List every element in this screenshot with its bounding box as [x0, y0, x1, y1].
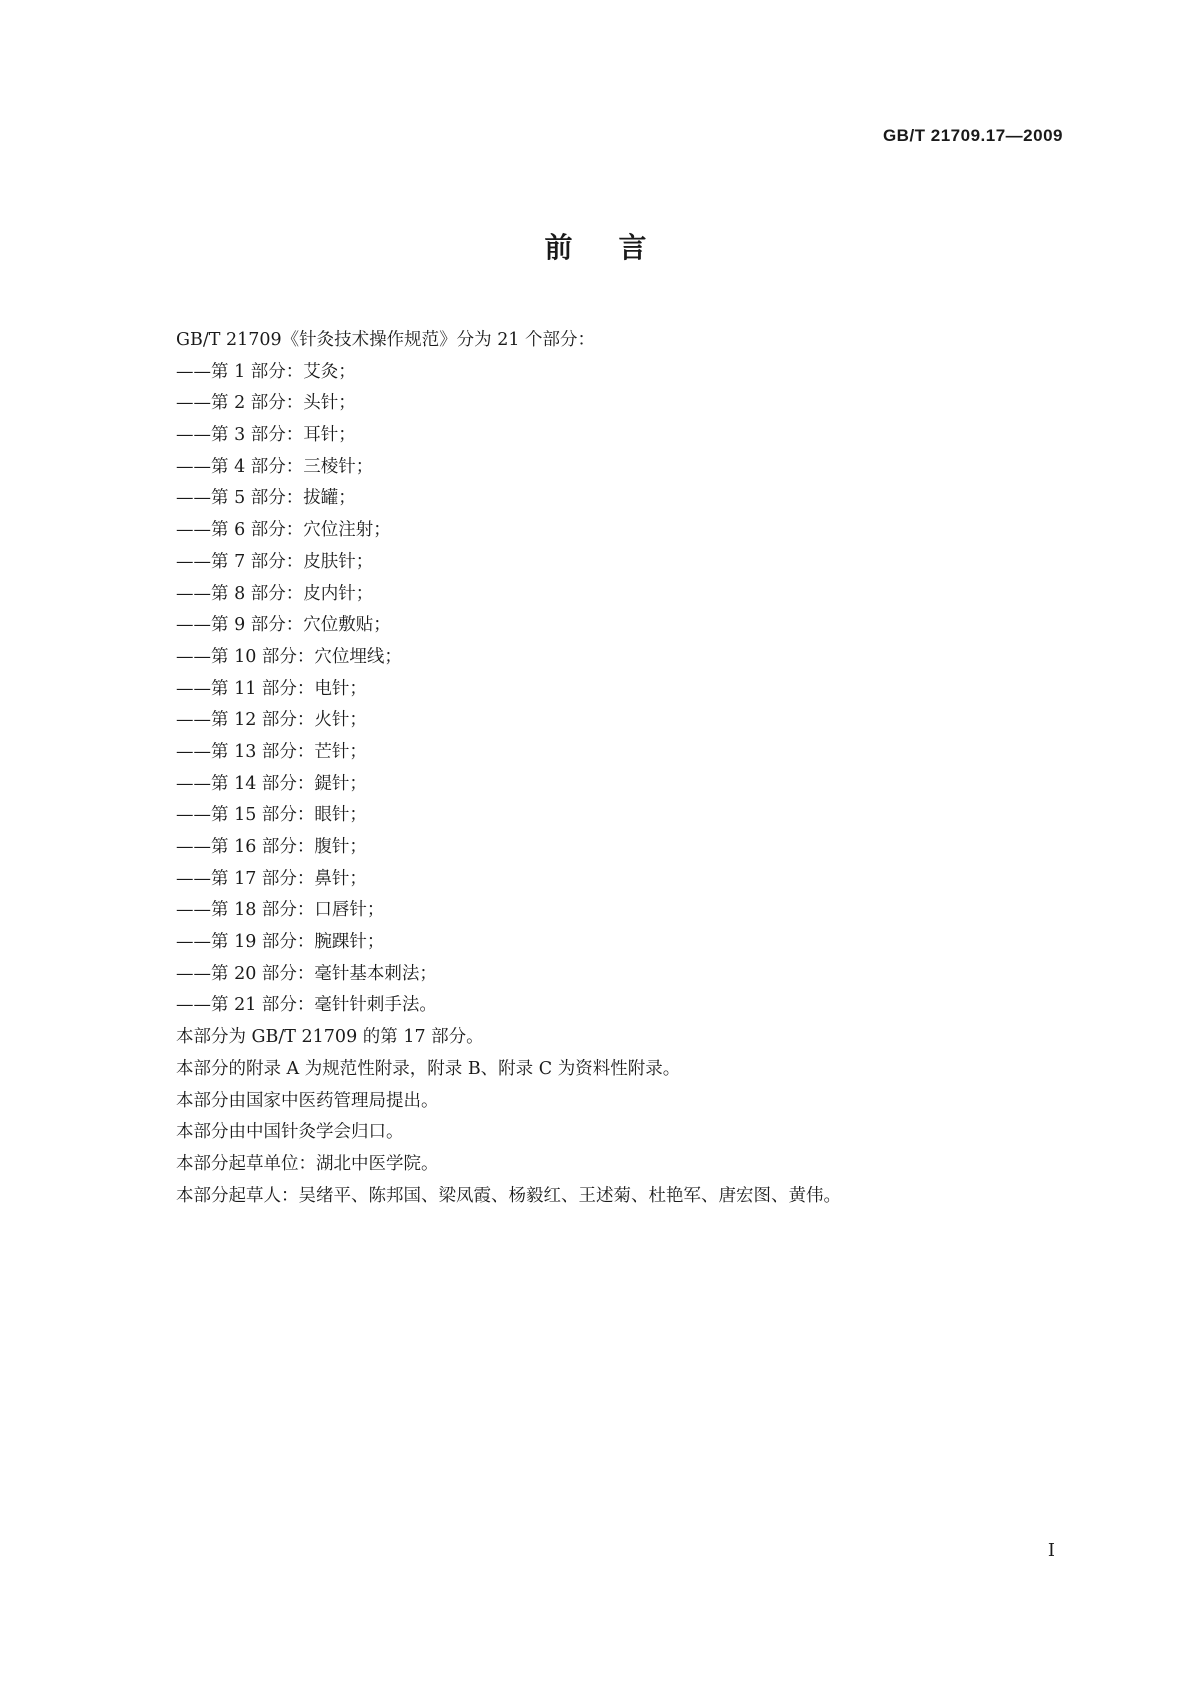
text-line: ——第 5 部分：拔罐；: [176, 488, 356, 509]
page-title: 前言: [544, 231, 693, 264]
text-line: ——第 21 部分：毫针针刺手法。: [176, 995, 437, 1016]
text-line: 本部分由中国针灸学会归口。: [176, 1122, 404, 1143]
text-line: 本部分起草人：吴绪平、陈邦国、梁凤霞、杨毅红、王述菊、杜艳军、唐宏图、黄伟。: [176, 1185, 841, 1206]
text-line: ——第 14 部分：鍉针；: [176, 773, 367, 794]
text-line: ——第 6 部分：穴位注射；: [176, 520, 391, 541]
intro-line: GB/T 21709《针灸技术操作规范》分为 21 个部分：: [176, 330, 596, 350]
standard-code: GB/T 21709.17—2009: [882, 126, 1063, 145]
text-line: 本部分为 GB/T 21709 的第 17 部分。: [176, 1027, 484, 1048]
text-line: ——第 2 部分：头针；: [176, 393, 356, 414]
text-line: ——第 13 部分：芒针；: [176, 741, 367, 762]
text-line: ——第 18 部分：口唇针；: [176, 900, 385, 921]
text-line: 本部分由国家中医药管理局提出。: [176, 1090, 439, 1111]
foreword-body: [176, 325, 1056, 1212]
text-line: ——第 10 部分：穴位埋线；: [176, 646, 402, 667]
text-line: ——第 1 部分：艾灸；: [176, 361, 356, 382]
text-line: ——第 3 部分：耳针；: [176, 425, 356, 446]
text-line: ——第 15 部分：眼针；: [176, 805, 367, 826]
text-line: ——第 17 部分：鼻针；: [176, 868, 367, 889]
text-line: ——第 20 部分：毫针基本刺法；: [176, 963, 437, 984]
text-line: 本部分起草单位：湖北中医学院。: [176, 1153, 439, 1174]
text-line: ——第 19 部分：腕踝针；: [176, 932, 385, 953]
text-line: ——第 4 部分：三棱针；: [176, 456, 374, 477]
page-number: I: [1047, 1540, 1055, 1561]
text-line: ——第 7 部分：皮肤针；: [176, 551, 374, 572]
text-line: ——第 16 部分：腹针；: [176, 837, 367, 857]
text-line: ——第 8 部分：皮内针；: [176, 583, 374, 604]
text-line: ——第 11 部分：电针；: [176, 678, 367, 699]
text-line: ——第 12 部分：火针；: [176, 710, 367, 731]
text-line: 本部分的附录 A 为规范性附录，附录 B、附录 C 为资料性附录。: [176, 1058, 681, 1079]
text-line: ——第 9 部分：穴位敷贴；: [176, 615, 391, 636]
